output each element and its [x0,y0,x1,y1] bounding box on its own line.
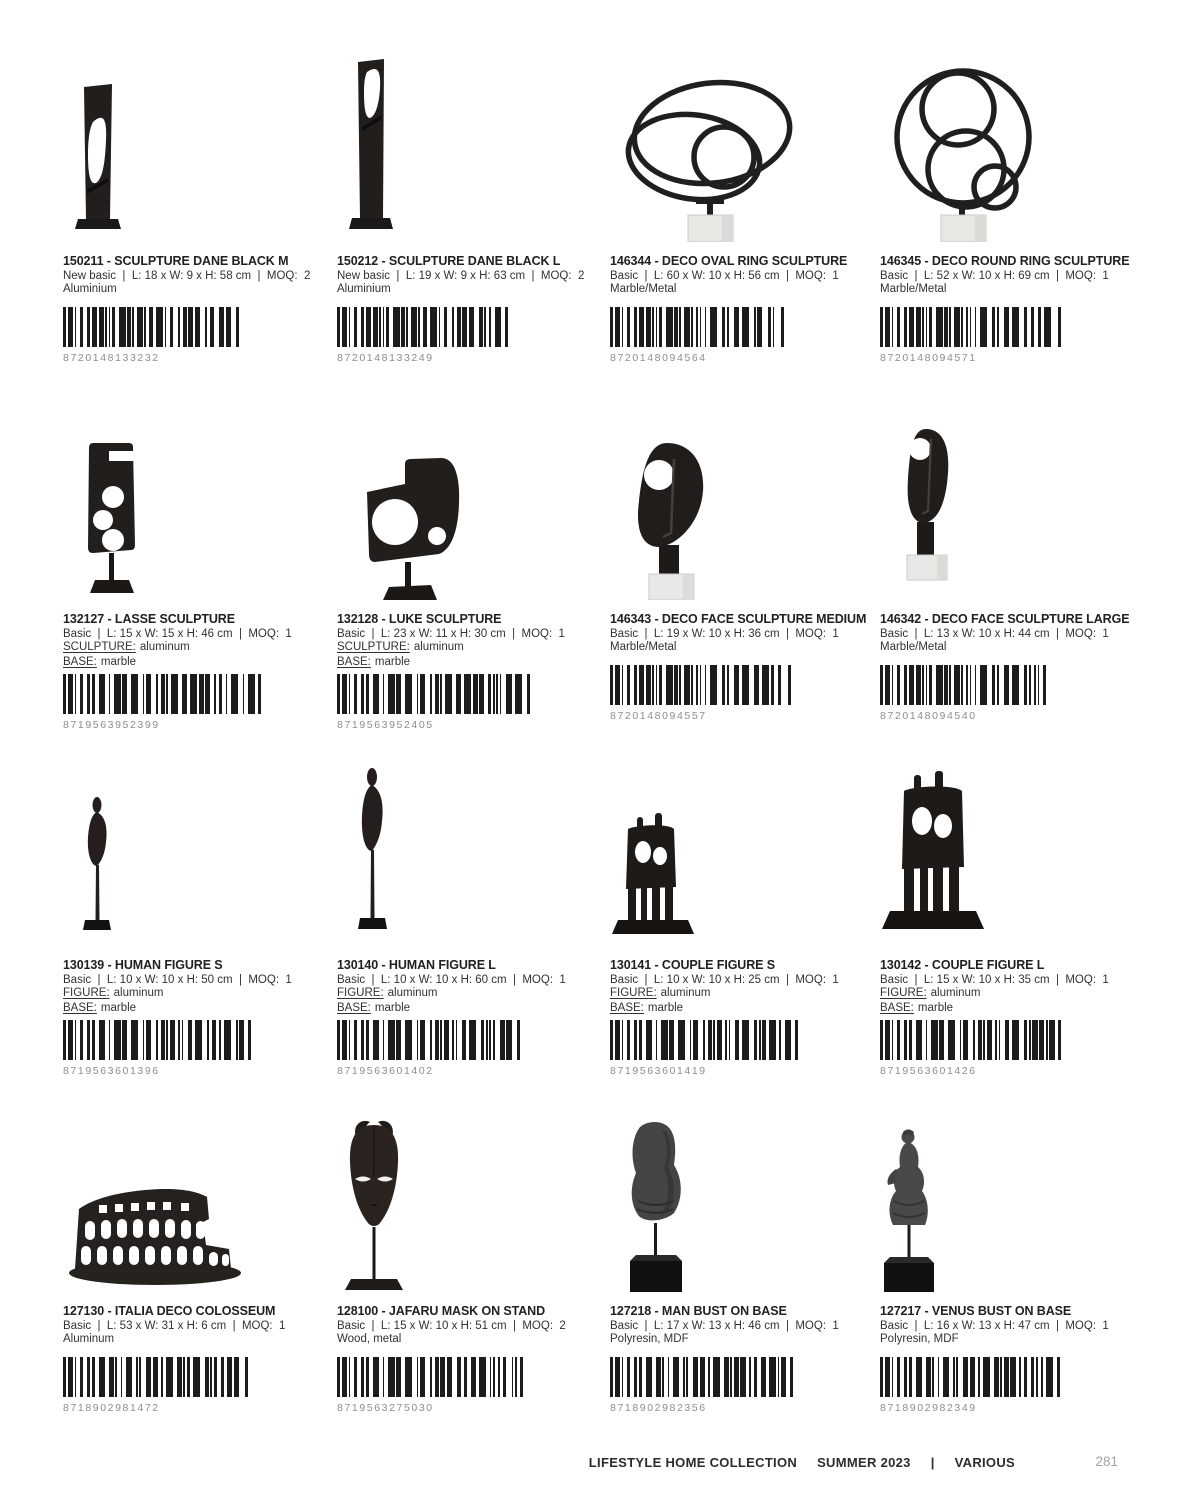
product-image-human-figure-s [63,791,133,946]
product-material: Polyresin, MDF [880,1333,959,1345]
ean-number: 8719563601402 [337,1065,434,1077]
product-material: Aluminum [63,1333,115,1345]
ean-number: 8719563952405 [337,719,434,731]
product-image-sculpture-dane-black-l [340,57,400,242]
product-material: Marble/Metal [610,641,677,653]
ean-number: 8720148133249 [337,352,434,364]
product-image-human-figure-l [337,766,407,946]
product-specs: Basic | L: 53 x W: 31 x H: 6 cm | MOQ: 1 [63,1320,286,1332]
product-material: SCULPTURE: aluminum [63,641,190,653]
product-image-couple-figure-s [610,811,700,946]
product-image-deco-face-sculpture-medium [615,435,715,600]
product-specs: Basic | L: 15 x W: 15 x H: 46 cm | MOQ: 1 [63,628,292,640]
product-material: FIGURE: aluminum [337,987,438,999]
product-material: Aluminium [337,283,391,295]
product-image-luke-sculpture [345,450,470,600]
product-title: 127218 - MAN BUST ON BASE [610,1304,787,1318]
product-image-deco-oval-ring-sculpture [618,57,803,242]
footer-season: SUMMER 2023 [817,1455,911,1470]
product-specs: Basic | L: 19 x W: 10 x H: 36 cm | MOQ: 1 [610,628,839,640]
product-card [880,50,1145,364]
barcode [610,1357,875,1397]
footer-catalog-name: LIFESTYLE HOME COLLECTION [588,1455,798,1470]
product-specs: Basic | L: 10 x W: 10 x H: 25 cm | MOQ: 1 [610,974,839,986]
product-material: BASE: marble [610,1002,684,1014]
product-title: 146342 - DECO FACE SCULPTURE LARGE [880,612,1130,626]
barcode [63,1020,328,1060]
product-card [337,750,602,1077]
product-specs: Basic | L: 15 x W: 10 x H: 35 cm | MOQ: 1 [880,974,1109,986]
product-title: 128100 - JAFARU MASK ON STAND [337,1304,546,1318]
product-material: Wood, metal [337,1333,402,1345]
product-specs: Basic | L: 10 x W: 10 x H: 50 cm | MOQ: 1 [63,974,292,986]
product-card [880,400,1145,722]
page-number: 281 [1095,1454,1118,1469]
footer [589,1455,1015,1470]
ean-number: 8718902982356 [610,1402,707,1414]
product-image-lasse-sculpture [63,435,173,600]
product-image-deco-face-sculpture-large [890,425,960,600]
product-specs: Basic | L: 17 x W: 13 x H: 46 cm | MOQ: 1 [610,1320,839,1332]
ean-number: 8720148094571 [880,352,977,364]
product-material: FIGURE: aluminum [610,987,711,999]
ean-number: 8718902981472 [63,1402,160,1414]
barcode [63,674,328,714]
barcode [880,1020,1145,1060]
barcode [337,1020,602,1060]
product-image-deco-round-ring-sculpture [888,57,1038,242]
ean-number: 8720148094564 [610,352,707,364]
product-title: 150211 - SCULPTURE DANE BLACK M [63,254,289,268]
product-title: 127130 - ITALIA DECO COLOSSEUM [63,1304,276,1318]
product-specs: Basic | L: 23 x W: 11 x H: 30 cm | MOQ: 1 [337,628,565,640]
product-image-man-bust-on-base [610,1117,700,1292]
product-image-venus-bust-on-base [870,1127,950,1292]
product-title: 146343 - DECO FACE SCULPTURE MEDIUM [610,612,867,626]
product-card [337,50,602,364]
ean-number: 8719563952399 [63,719,160,731]
product-material: BASE: marble [337,1002,411,1014]
product-title: 130141 - COUPLE FIGURE S [610,958,776,972]
product-card [337,400,602,731]
product-image-jafaru-mask-on-stand [329,1117,419,1292]
product-card [610,750,875,1077]
barcode [610,665,875,705]
product-material: SCULPTURE: aluminum [337,641,464,653]
footer-category: VARIOUS [954,1455,1015,1470]
barcode [337,307,602,347]
product-material: BASE: marble [63,1002,137,1014]
product-material: Marble/Metal [880,641,947,653]
ean-number: 8719563601396 [63,1065,160,1077]
barcode [610,1020,875,1060]
ean-number: 8719563601426 [880,1065,977,1077]
product-card [63,1100,328,1414]
product-image-italia-deco-colosseum [63,1167,248,1292]
product-title: 130140 - HUMAN FIGURE L [337,958,496,972]
product-specs: New basic | L: 19 x W: 9 x H: 63 cm | MOQ: 2 [337,270,585,282]
product-specs: Basic | L: 10 x W: 10 x H: 60 cm | MOQ: 1 [337,974,566,986]
product-specs: Basic | L: 15 x W: 10 x H: 51 cm | MOQ: 2 [337,1320,566,1332]
product-specs: Basic | L: 13 x W: 10 x H: 44 cm | MOQ: 1 [880,628,1109,640]
product-material: Marble/Metal [610,283,677,295]
ean-number: 8718902982349 [880,1402,977,1414]
product-card [880,750,1145,1077]
product-specs: New basic | L: 18 x W: 9 x H: 58 cm | MOQ: 2 [63,270,311,282]
barcode [610,307,875,347]
product-title: 130139 - HUMAN FIGURE S [63,958,223,972]
product-specs: Basic | L: 16 x W: 13 x H: 47 cm | MOQ: 1 [880,1320,1109,1332]
product-card [337,1100,602,1414]
barcode [63,307,328,347]
ean-number: 8720148094540 [880,710,977,722]
barcode [880,665,1145,705]
product-card [610,400,875,722]
product-title: 130142 - COUPLE FIGURE L [880,958,1045,972]
barcode [880,1357,1145,1397]
ean-number: 8719563601419 [610,1065,707,1077]
product-specs: Basic | L: 60 x W: 10 x H: 56 cm | MOQ: 1 [610,270,839,282]
barcode [337,1357,602,1397]
product-material: Polyresin, MDF [610,1333,689,1345]
product-card [880,1100,1145,1414]
ean-number: 8720148094557 [610,710,707,722]
product-card [63,50,328,364]
product-title: 132128 - LUKE SCULPTURE [337,612,502,626]
product-title: 132127 - LASSE SCULPTURE [63,612,235,626]
product-material: BASE: marble [880,1002,954,1014]
product-image-couple-figure-l [880,771,990,946]
product-title: 150212 - SCULPTURE DANE BLACK L [337,254,561,268]
product-specs: Basic | L: 52 x W: 10 x H: 69 cm | MOQ: 1 [880,270,1109,282]
barcode [880,307,1145,347]
barcode [63,1357,328,1397]
product-card [63,750,328,1077]
product-card [610,50,875,364]
ean-number: 8719563275030 [337,1402,434,1414]
product-material: FIGURE: aluminum [880,987,981,999]
product-material: Marble/Metal [880,283,947,295]
product-card [610,1100,875,1414]
ean-number: 8720148133232 [63,352,160,364]
product-title: 127217 - VENUS BUST ON BASE [880,1304,1072,1318]
product-card [63,400,328,731]
product-material: Aluminium [63,283,117,295]
product-material: FIGURE: aluminum [63,987,164,999]
product-title: 146345 - DECO ROUND RING SCULPTURE [880,254,1130,268]
footer-divider: | [930,1455,935,1470]
product-image-sculpture-dane-black-m [68,82,128,242]
product-material: BASE: marble [337,656,411,668]
product-material: BASE: marble [63,656,137,668]
product-title: 146344 - DECO OVAL RING SCULPTURE [610,254,848,268]
barcode [337,674,602,714]
